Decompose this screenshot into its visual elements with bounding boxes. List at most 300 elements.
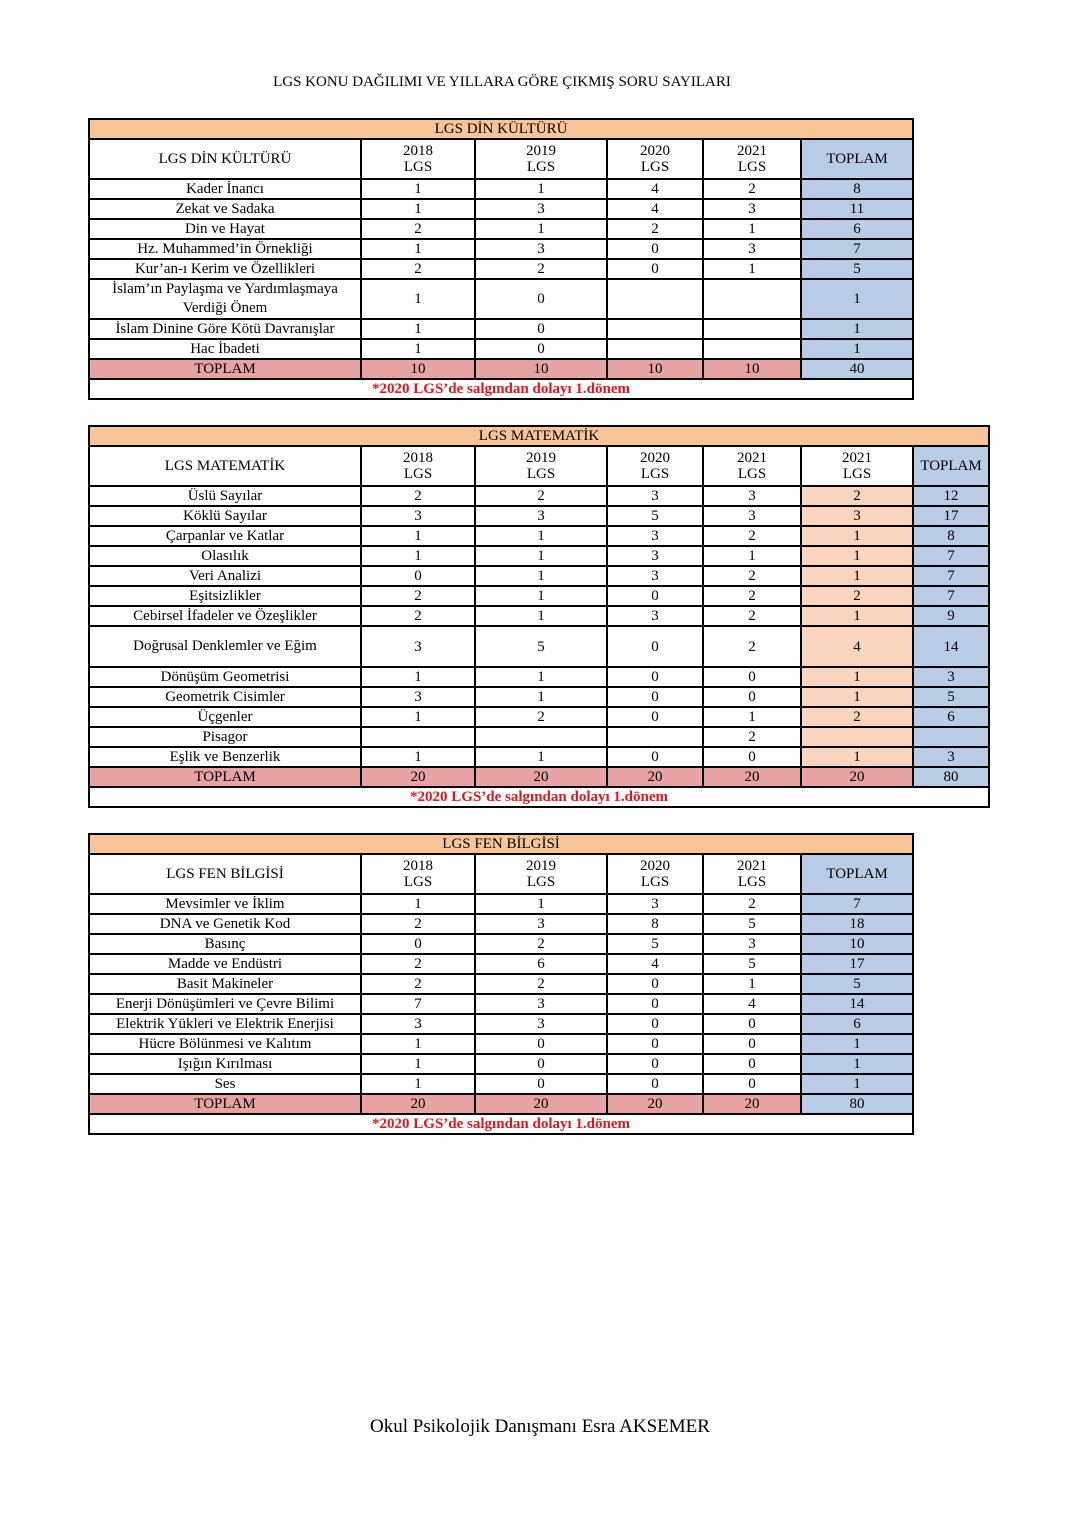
- value-cell: 3: [703, 486, 801, 506]
- topic-cell: Mevsimler ve İklim: [89, 894, 361, 914]
- row-total-cell: 17: [801, 954, 913, 974]
- value-cell: 0: [475, 319, 607, 339]
- totals-label: TOPLAM: [89, 359, 361, 379]
- value-cell: 5: [703, 914, 801, 934]
- din-kulturu-table: [88, 118, 914, 400]
- lgs-label: LGS: [526, 466, 556, 482]
- topic-cell: İslam Dinine Göre Kötü Davranışlar: [89, 319, 361, 339]
- value-cell: 1: [475, 894, 607, 914]
- year-label: 2021: [842, 450, 872, 466]
- lgs-label: LGS: [403, 159, 433, 175]
- value-cell: 0: [607, 1074, 703, 1094]
- value-cell: 0: [607, 687, 703, 707]
- value-cell: 2: [361, 606, 475, 626]
- total-header: TOPLAM: [801, 854, 913, 894]
- year-header: [361, 446, 475, 486]
- table-row: [89, 486, 989, 506]
- table-row: [89, 279, 913, 319]
- value-cell: 3: [607, 526, 703, 546]
- value-cell: [607, 279, 703, 319]
- row-total-cell: [913, 727, 989, 747]
- row-total-cell: 17: [913, 506, 989, 526]
- value-cell: 1: [475, 546, 607, 566]
- topic-cell: Işığın Kırılması: [89, 1054, 361, 1074]
- value-cell: [361, 727, 475, 747]
- table-row: [89, 954, 913, 974]
- topic-cell: Geometrik Cisimler: [89, 687, 361, 707]
- totals-cell: 10: [361, 359, 475, 379]
- value-cell: 5: [607, 506, 703, 526]
- grand-total: 40: [801, 359, 913, 379]
- lgs-label: LGS: [737, 159, 767, 175]
- row-total-cell: 7: [801, 894, 913, 914]
- value-cell: 2: [801, 707, 913, 727]
- table-row: [89, 707, 989, 727]
- year-header: [475, 854, 607, 894]
- value-cell: 1: [361, 1034, 475, 1054]
- value-cell: 6: [475, 954, 607, 974]
- value-cell: 5: [475, 626, 607, 667]
- value-cell: 3: [703, 239, 801, 259]
- value-cell: 2: [703, 727, 801, 747]
- row-total-cell: 5: [801, 259, 913, 279]
- row-total-cell: 14: [913, 626, 989, 667]
- totals-cell: 20: [361, 1094, 475, 1114]
- year-label: 2020: [640, 143, 670, 159]
- topic-cell: İslam’ın Paylaşma ve Yardımlaşmaya Verdiği Önem: [89, 279, 361, 319]
- row-total-cell: 1: [801, 1034, 913, 1054]
- value-cell: 0: [607, 586, 703, 606]
- year-label: 2019: [526, 450, 556, 466]
- matematik-table: [88, 425, 990, 808]
- lgs-label: LGS: [403, 466, 433, 482]
- value-cell: 0: [607, 239, 703, 259]
- table-row: [89, 219, 913, 239]
- table-row: [89, 727, 989, 747]
- value-cell: 4: [607, 179, 703, 199]
- document-title: LGS KONU DAĞILIMI VE YILLARA GÖRE ÇIKMIŞ SORU SAYILARI: [273, 74, 731, 90]
- value-cell: 0: [475, 1034, 607, 1054]
- topic-cell: Pisagor: [89, 727, 361, 747]
- value-cell: 1: [801, 747, 913, 767]
- value-cell: 2: [703, 606, 801, 626]
- table-row: [89, 667, 989, 687]
- totals-cell: 10: [607, 359, 703, 379]
- total-header: TOPLAM: [801, 139, 913, 179]
- table-row: [89, 526, 989, 546]
- year-label: 2020: [640, 858, 670, 874]
- topic-cell: Enerji Dönüşümleri ve Çevre Bilimi: [89, 994, 361, 1014]
- table-row: [89, 586, 989, 606]
- year-header: [703, 139, 801, 179]
- value-cell: 0: [703, 747, 801, 767]
- table-row: [89, 339, 913, 359]
- row-total-cell: 5: [913, 687, 989, 707]
- value-cell: 1: [801, 687, 913, 707]
- value-cell: 1: [475, 219, 607, 239]
- table-row: [89, 994, 913, 1014]
- row-total-cell: 1: [801, 319, 913, 339]
- row-total-cell: 1: [801, 339, 913, 359]
- footer-signature: Okul Psikolojik Danışmanı Esra AKSEMER: [370, 1416, 710, 1437]
- topic-cell: Kur’an-ı Kerim ve Özellikleri: [89, 259, 361, 279]
- value-cell: 4: [703, 994, 801, 1014]
- row-total-cell: 8: [801, 179, 913, 199]
- topic-cell: Olasılık: [89, 546, 361, 566]
- row-total-cell: 7: [913, 566, 989, 586]
- value-cell: 1: [801, 667, 913, 687]
- topic-cell: Basit Makineler: [89, 974, 361, 994]
- table-row: [89, 974, 913, 994]
- row-total-cell: 7: [801, 239, 913, 259]
- topic-cell: Cebirsel İfadeler ve Özeşlikler: [89, 606, 361, 626]
- value-cell: [475, 727, 607, 747]
- table-row: [89, 179, 913, 199]
- totals-label: TOPLAM: [89, 767, 361, 787]
- value-cell: 1: [361, 319, 475, 339]
- year-label: 2019: [526, 143, 556, 159]
- year-header: [607, 854, 703, 894]
- value-cell: 3: [703, 506, 801, 526]
- value-cell: 2: [801, 486, 913, 506]
- value-cell: 0: [703, 1074, 801, 1094]
- table-caption: LGS MATEMATİK: [89, 426, 989, 446]
- topic-cell: Dönüşüm Geometrisi: [89, 667, 361, 687]
- value-cell: 0: [475, 1074, 607, 1094]
- grand-total: 80: [913, 767, 989, 787]
- value-cell: 1: [361, 667, 475, 687]
- totals-cell: 10: [475, 359, 607, 379]
- value-cell: 0: [703, 667, 801, 687]
- row-total-cell: 1: [801, 1054, 913, 1074]
- value-cell: 2: [475, 974, 607, 994]
- value-cell: 3: [361, 687, 475, 707]
- value-cell: 3: [703, 934, 801, 954]
- lgs-label: LGS: [640, 159, 670, 175]
- topic-cell: DNA ve Genetik Kod: [89, 914, 361, 934]
- table-row: [89, 1054, 913, 1074]
- year-header: [607, 446, 703, 486]
- value-cell: 1: [801, 566, 913, 586]
- value-cell: 3: [361, 1014, 475, 1034]
- value-cell: 2: [703, 586, 801, 606]
- value-cell: 1: [361, 239, 475, 259]
- lgs-label: LGS: [842, 466, 872, 482]
- row-total-cell: 12: [913, 486, 989, 506]
- value-cell: 3: [361, 626, 475, 667]
- value-cell: 2: [607, 219, 703, 239]
- topic-cell: Ses: [89, 1074, 361, 1094]
- value-cell: [703, 279, 801, 319]
- row-total-cell: 10: [801, 934, 913, 954]
- topic-cell: Eşlik ve Benzerlik: [89, 747, 361, 767]
- row-total-cell: 9: [913, 606, 989, 626]
- topic-cell: Hücre Bölünmesi ve Kalıtım: [89, 1034, 361, 1054]
- row-total-cell: 8: [913, 526, 989, 546]
- value-cell: 2: [361, 974, 475, 994]
- year-label: 2019: [526, 858, 556, 874]
- value-cell: 3: [475, 914, 607, 934]
- lgs-label: LGS: [640, 874, 670, 890]
- year-header: [703, 446, 801, 486]
- total-header: TOPLAM: [913, 446, 989, 486]
- value-cell: 0: [607, 626, 703, 667]
- year-label: 2021: [737, 143, 767, 159]
- year-header: [361, 854, 475, 894]
- value-cell: 0: [607, 974, 703, 994]
- value-cell: 1: [361, 179, 475, 199]
- value-cell: 4: [801, 626, 913, 667]
- value-cell: 1: [361, 707, 475, 727]
- row-total-cell: 6: [801, 219, 913, 239]
- table-row: [89, 687, 989, 707]
- row-total-cell: 1: [801, 1074, 913, 1094]
- value-cell: 0: [361, 934, 475, 954]
- table-caption: LGS FEN BİLGİSİ: [89, 834, 913, 854]
- row-total-cell: 7: [913, 586, 989, 606]
- value-cell: 2: [361, 219, 475, 239]
- table-row: [89, 1034, 913, 1054]
- value-cell: 8: [607, 914, 703, 934]
- value-cell: 3: [607, 566, 703, 586]
- value-cell: 3: [475, 239, 607, 259]
- value-cell: 1: [361, 1054, 475, 1074]
- value-cell: 1: [361, 526, 475, 546]
- topic-cell: Basınç: [89, 934, 361, 954]
- totals-label: TOPLAM: [89, 1094, 361, 1114]
- value-cell: 2: [361, 586, 475, 606]
- table-row: [89, 546, 989, 566]
- row-total-cell: 14: [801, 994, 913, 1014]
- topic-cell: Üçgenler: [89, 707, 361, 727]
- value-cell: 0: [703, 1014, 801, 1034]
- totals-cell: 20: [475, 1094, 607, 1114]
- value-cell: 2: [361, 914, 475, 934]
- value-cell: 5: [703, 954, 801, 974]
- table-row: [89, 1014, 913, 1034]
- table-row: [89, 914, 913, 934]
- table-caption: LGS DİN KÜLTÜRÜ: [89, 119, 913, 139]
- value-cell: 1: [801, 606, 913, 626]
- topic-cell: Eşitsizlikler: [89, 586, 361, 606]
- value-cell: 0: [475, 279, 607, 319]
- value-cell: 1: [801, 526, 913, 546]
- year-label: 2021: [737, 450, 767, 466]
- value-cell: 2: [475, 934, 607, 954]
- totals-cell: 20: [703, 1094, 801, 1114]
- year-label: 2021: [737, 858, 767, 874]
- footnote: *2020 LGS’de salgından dolayı 1.dönem: [89, 379, 913, 399]
- row-total-cell: 3: [913, 747, 989, 767]
- table-row: [89, 626, 989, 667]
- value-cell: 2: [703, 894, 801, 914]
- value-cell: 3: [607, 486, 703, 506]
- value-cell: 2: [475, 259, 607, 279]
- table-row: [89, 894, 913, 914]
- topic-cell: Madde ve Endüstri: [89, 954, 361, 974]
- value-cell: 1: [361, 339, 475, 359]
- value-cell: 1: [361, 894, 475, 914]
- totals-cell: 20: [801, 767, 913, 787]
- topic-cell: Elektrik Yükleri ve Elektrik Enerjisi: [89, 1014, 361, 1034]
- row-total-cell: 1: [801, 279, 913, 319]
- fen-bilgisi-table: [88, 833, 914, 1135]
- topic-cell: Kader İnancı: [89, 179, 361, 199]
- value-cell: 2: [361, 954, 475, 974]
- value-cell: 0: [703, 1034, 801, 1054]
- value-cell: 1: [361, 546, 475, 566]
- value-cell: 0: [703, 1054, 801, 1074]
- year-label: 2018: [403, 450, 433, 466]
- value-cell: 2: [703, 566, 801, 586]
- footnote: *2020 LGS’de salgından dolayı 1.dönem: [89, 787, 989, 807]
- totals-cell: 20: [361, 767, 475, 787]
- lgs-label: LGS: [526, 159, 556, 175]
- value-cell: 4: [607, 199, 703, 219]
- topic-cell: Din ve Hayat: [89, 219, 361, 239]
- table-row: [89, 319, 913, 339]
- value-cell: 5: [607, 934, 703, 954]
- table-row: [89, 606, 989, 626]
- lgs-label: LGS: [526, 874, 556, 890]
- value-cell: 1: [475, 667, 607, 687]
- value-cell: 1: [703, 219, 801, 239]
- value-cell: 2: [361, 486, 475, 506]
- totals-cell: 10: [703, 359, 801, 379]
- value-cell: 1: [703, 259, 801, 279]
- value-cell: 1: [475, 586, 607, 606]
- value-cell: 3: [475, 994, 607, 1014]
- value-cell: 4: [607, 954, 703, 974]
- value-cell: 0: [703, 687, 801, 707]
- value-cell: 0: [475, 1054, 607, 1074]
- value-cell: 3: [703, 199, 801, 219]
- value-cell: 0: [607, 747, 703, 767]
- value-cell: 0: [607, 1014, 703, 1034]
- lgs-label: LGS: [403, 874, 433, 890]
- value-cell: 0: [607, 259, 703, 279]
- value-cell: 0: [607, 707, 703, 727]
- table-row: [89, 239, 913, 259]
- value-cell: [607, 727, 703, 747]
- value-cell: [703, 339, 801, 359]
- value-cell: [801, 727, 913, 747]
- topic-cell: Doğrusal Denklemler ve Eğim: [89, 626, 361, 667]
- row-total-cell: 11: [801, 199, 913, 219]
- topic-cell: Çarpanlar ve Katlar: [89, 526, 361, 546]
- table-row: [89, 259, 913, 279]
- table-row: [89, 1074, 913, 1094]
- value-cell: [607, 339, 703, 359]
- value-cell: 3: [607, 894, 703, 914]
- value-cell: 1: [703, 546, 801, 566]
- year-header: [801, 446, 913, 486]
- value-cell: 0: [607, 1054, 703, 1074]
- value-cell: 0: [475, 339, 607, 359]
- topic-cell: Veri Analizi: [89, 566, 361, 586]
- year-header: [361, 139, 475, 179]
- row-total-cell: 18: [801, 914, 913, 934]
- topic-header: LGS FEN BİLGİSİ: [89, 854, 361, 894]
- year-label: 2018: [403, 858, 433, 874]
- year-label: 2020: [640, 450, 670, 466]
- topic-cell: Hz. Muhammed’in Örnekliği: [89, 239, 361, 259]
- footnote: *2020 LGS’de salgından dolayı 1.dönem: [89, 1114, 913, 1134]
- table-row: [89, 566, 989, 586]
- value-cell: 1: [361, 199, 475, 219]
- lgs-label: LGS: [640, 466, 670, 482]
- value-cell: 3: [607, 606, 703, 626]
- totals-cell: 20: [475, 767, 607, 787]
- value-cell: 1: [361, 747, 475, 767]
- value-cell: 3: [361, 506, 475, 526]
- value-cell: 1: [475, 687, 607, 707]
- value-cell: 2: [703, 179, 801, 199]
- value-cell: 0: [607, 994, 703, 1014]
- value-cell: 1: [361, 279, 475, 319]
- value-cell: 1: [703, 707, 801, 727]
- value-cell: 2: [361, 259, 475, 279]
- value-cell: 1: [475, 566, 607, 586]
- table-row: [89, 934, 913, 954]
- value-cell: 2: [703, 626, 801, 667]
- row-total-cell: 6: [913, 707, 989, 727]
- value-cell: 1: [475, 179, 607, 199]
- value-cell: 2: [703, 526, 801, 546]
- value-cell: 2: [475, 707, 607, 727]
- value-cell: 1: [475, 526, 607, 546]
- year-header: [475, 139, 607, 179]
- value-cell: 3: [475, 199, 607, 219]
- value-cell: 1: [703, 974, 801, 994]
- value-cell: 3: [607, 546, 703, 566]
- value-cell: 1: [475, 747, 607, 767]
- table-row: [89, 506, 989, 526]
- year-header: [607, 139, 703, 179]
- value-cell: 1: [361, 1074, 475, 1094]
- topic-header: LGS DİN KÜLTÜRÜ: [89, 139, 361, 179]
- topic-cell: Hac İbadeti: [89, 339, 361, 359]
- value-cell: 7: [361, 994, 475, 1014]
- value-cell: 1: [475, 606, 607, 626]
- totals-cell: 20: [703, 767, 801, 787]
- row-total-cell: 7: [913, 546, 989, 566]
- totals-cell: 20: [607, 1094, 703, 1114]
- value-cell: [703, 319, 801, 339]
- value-cell: 0: [607, 1034, 703, 1054]
- value-cell: 3: [475, 1014, 607, 1034]
- year-header: [475, 446, 607, 486]
- grand-total: 80: [801, 1094, 913, 1114]
- value-cell: 0: [361, 566, 475, 586]
- value-cell: 1: [801, 546, 913, 566]
- lgs-label: LGS: [737, 466, 767, 482]
- totals-cell: 20: [607, 767, 703, 787]
- table-row: [89, 747, 989, 767]
- topic-header: LGS MATEMATİK: [89, 446, 361, 486]
- value-cell: 3: [475, 506, 607, 526]
- value-cell: 0: [607, 667, 703, 687]
- value-cell: 2: [475, 486, 607, 506]
- row-total-cell: 5: [801, 974, 913, 994]
- value-cell: 2: [801, 586, 913, 606]
- topic-cell: Zekat ve Sadaka: [89, 199, 361, 219]
- topic-cell: Köklü Sayılar: [89, 506, 361, 526]
- table-row: [89, 199, 913, 219]
- value-cell: [607, 319, 703, 339]
- lgs-label: LGS: [737, 874, 767, 890]
- year-header: [703, 854, 801, 894]
